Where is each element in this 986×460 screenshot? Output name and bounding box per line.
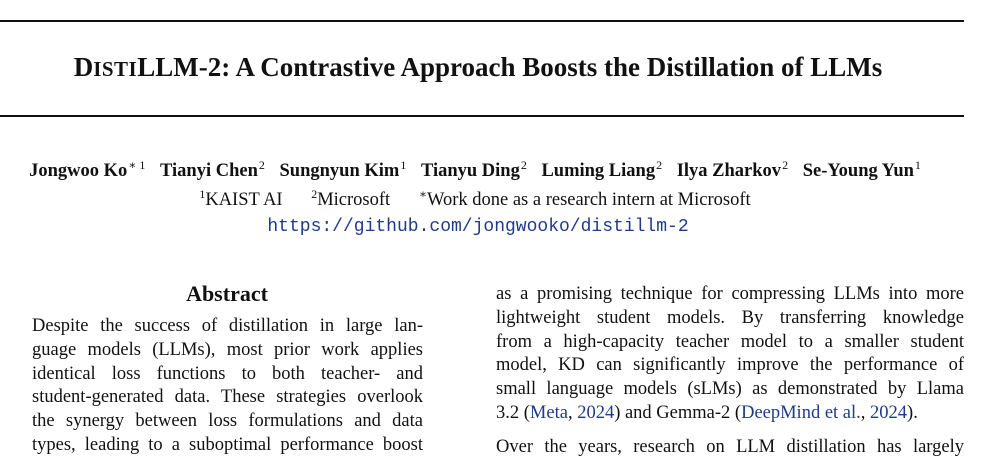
author-name: Tianyi Chen bbox=[160, 161, 258, 182]
author bbox=[420, 158, 527, 182]
intro-line-citations bbox=[496, 402, 964, 426]
intro-text: , bbox=[567, 402, 578, 423]
intro-line: model, KD can significantly improve the performance of bbox=[496, 355, 964, 376]
intro-text: ) and Gemma-2 ( bbox=[614, 402, 742, 423]
intro-text: 3.2 ( bbox=[496, 402, 530, 423]
author-affiliation-mark: 2 bbox=[258, 158, 265, 172]
author-name: Ilya Zharkov bbox=[676, 161, 782, 182]
abstract-line: types, leading to a suboptimal performance boost bbox=[32, 434, 423, 455]
author-name: Se-Young Yun bbox=[802, 161, 914, 182]
affiliation-mark: ∗ bbox=[418, 187, 427, 201]
affiliation-list bbox=[0, 187, 950, 211]
author bbox=[676, 158, 789, 182]
abstract-line: identical loss functions to both teacher- and bbox=[32, 363, 423, 384]
affiliation-text: KAIST AI bbox=[205, 190, 283, 211]
author-affiliation-mark: 2 bbox=[656, 158, 663, 172]
author bbox=[541, 158, 663, 182]
citation-link-meta[interactable] bbox=[530, 403, 568, 423]
affiliation bbox=[199, 187, 283, 211]
author-affiliation-mark: 1 bbox=[914, 158, 921, 172]
abstract-body bbox=[32, 315, 423, 458]
author-list bbox=[0, 158, 970, 182]
abstract-line: guage models (LLMs), most prior work applies bbox=[32, 339, 423, 360]
title-name-rest: LLM-2 bbox=[137, 52, 222, 82]
author-affiliation-mark: ∗ 1 bbox=[128, 158, 146, 172]
author-affiliation-mark: 2 bbox=[520, 158, 527, 172]
citation-year-link[interactable]: 2024 bbox=[870, 402, 908, 423]
title-name-smallcaps: ISTI bbox=[93, 57, 138, 81]
affiliation bbox=[311, 187, 391, 211]
paper-title bbox=[0, 52, 956, 83]
abstract-line: student-generated data. These strategies overlook bbox=[32, 387, 423, 408]
abstract-line: the synergy between loss formulations and data bbox=[32, 411, 423, 432]
intro-text: ). bbox=[907, 402, 918, 423]
intro-text: , bbox=[860, 402, 871, 423]
author-name: Luming Liang bbox=[541, 161, 656, 182]
author bbox=[802, 158, 921, 182]
intro-line: from a high-capacity teacher model to a smaller student bbox=[496, 331, 964, 352]
author-name: Jongwoo Ko bbox=[29, 161, 128, 182]
author-affiliation-mark: 2 bbox=[782, 158, 789, 172]
title-name-initial: D bbox=[73, 52, 94, 82]
affiliation-text: Microsoft bbox=[317, 190, 391, 211]
author-name: Sungnyun Kim bbox=[279, 161, 400, 182]
affiliation-mark: 1 bbox=[199, 187, 206, 201]
author bbox=[29, 158, 146, 182]
intro-line: small language models (sLMs) as demonstrated by Llama bbox=[496, 379, 964, 400]
abstract-heading: Abstract bbox=[186, 281, 268, 306]
affiliation-footnote bbox=[418, 187, 751, 211]
abstract-line: Despite the success of distillation in large lan- bbox=[32, 316, 423, 336]
citation-year-link[interactable]: 2024 bbox=[577, 402, 615, 423]
paragraph-gap bbox=[496, 426, 964, 436]
author-name: Tianyu Ding bbox=[420, 161, 520, 182]
introduction-body bbox=[496, 283, 964, 460]
intro-line: as a promising technique for compressing LLMs into more bbox=[496, 284, 964, 304]
intro-line: Over the years, research on LLM distillation has largely bbox=[496, 436, 964, 457]
citation-author[interactable]: Meta bbox=[529, 402, 568, 423]
title-subtitle: : A Contrastive Approach Boosts the Distillation of LLMs bbox=[221, 52, 883, 82]
intro-line: lightweight student models. By transferring knowledge bbox=[496, 307, 964, 328]
author bbox=[160, 158, 265, 182]
github-link[interactable]: https://github.com/jongwooko/distillm-2 bbox=[267, 217, 689, 237]
title-bottom-rule bbox=[0, 115, 964, 117]
title-top-rule bbox=[0, 20, 964, 22]
affiliation-text: Work done as a research intern at Microsoft bbox=[426, 190, 751, 211]
author-affiliation-mark: 1 bbox=[400, 158, 407, 172]
citation-link-deepmind[interactable]: DeepMind et al. bbox=[741, 402, 861, 423]
author bbox=[279, 158, 407, 182]
affiliation-mark: 2 bbox=[311, 187, 318, 201]
